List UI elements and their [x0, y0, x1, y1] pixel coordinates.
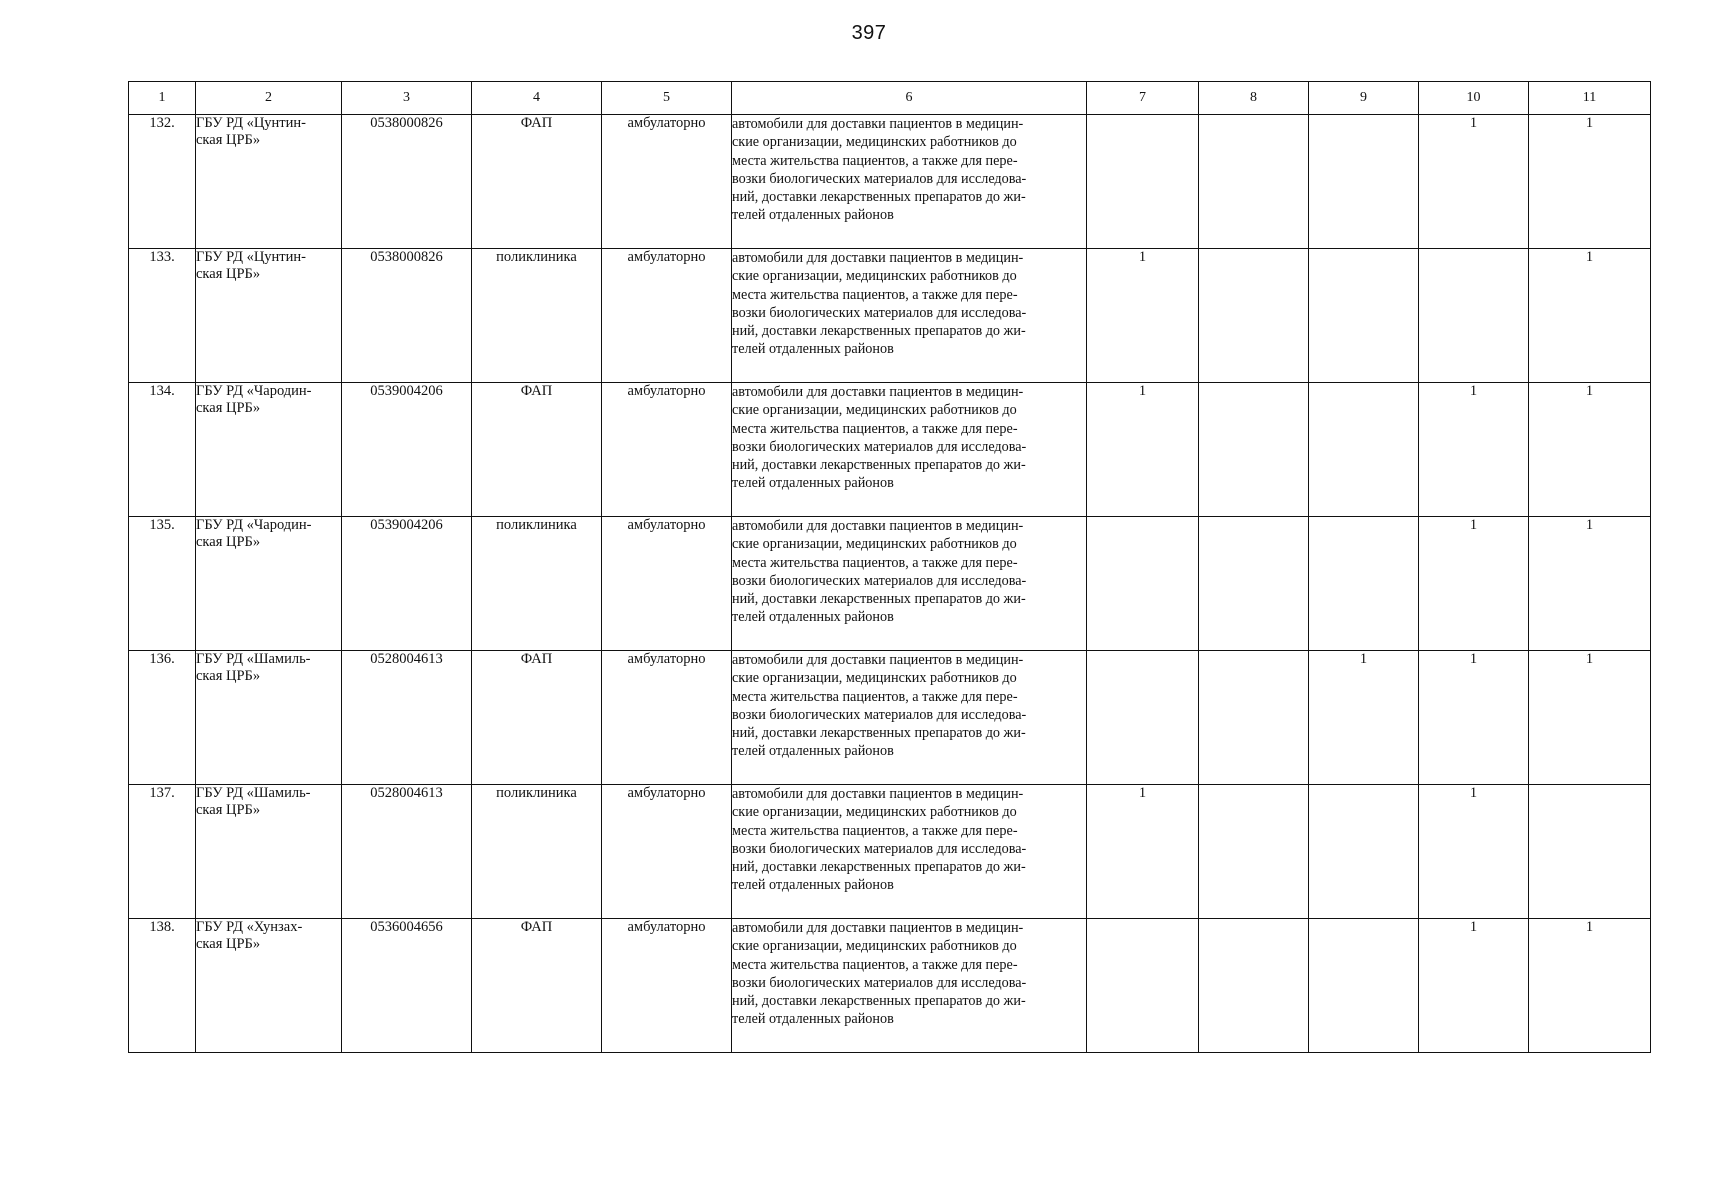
purpose-description-cell-line: автомобили для доставки пациентов в медицин- — [732, 116, 1024, 132]
purpose-description-cell-line: места жительства пациентов, а также для пере- — [732, 420, 1018, 437]
purpose-description-cell-line: места жительства пациентов, а также для пере- — [732, 286, 1018, 303]
purpose-description-cell-line: возки биологических материалов для исследова- — [732, 170, 1027, 187]
organization-cell — [196, 919, 342, 1053]
column-7-cell — [1087, 517, 1199, 651]
purpose-description-cell-line: ний, доставки лекарственных препаратов до жи- — [732, 591, 1026, 608]
column-11-cell: 1 — [1529, 115, 1651, 249]
column-8-cell — [1199, 115, 1309, 249]
purpose-description-cell-line: ний, доставки лекарственных препаратов до жи- — [732, 189, 1026, 206]
organization-cell-line: ская ЦРБ» — [196, 668, 261, 684]
purpose-description-cell-line: автомобили для доставки пациентов в медицин- — [732, 384, 1024, 400]
inn-code-cell: 0528004613 — [342, 651, 472, 785]
organization-cell — [196, 249, 342, 383]
organization-cell-line: ГБУ РД «Чародин- — [196, 383, 312, 399]
column-7-cell: 1 — [1087, 249, 1199, 383]
organization-cell-line: ГБУ РД «Шамиль- — [196, 785, 311, 801]
column-9-cell — [1309, 249, 1419, 383]
column-8-cell — [1199, 249, 1309, 383]
purpose-description-cell-line: возки биологических материалов для исследова- — [732, 974, 1027, 991]
column-10-cell: 1 — [1419, 785, 1529, 919]
column-9-cell — [1309, 785, 1419, 919]
facility-type-cell: поликлиника — [472, 785, 602, 919]
column-8-cell — [1199, 517, 1309, 651]
purpose-description-cell-line: возки биологических материалов для исследова- — [732, 572, 1027, 589]
purpose-description-cell-line: автомобили для доставки пациентов в медицин- — [732, 652, 1024, 668]
purpose-description-cell-line: возки биологических материалов для исследова- — [732, 706, 1027, 723]
purpose-description-cell-line: возки биологических материалов для исследова- — [732, 840, 1027, 857]
column-7-cell — [1087, 115, 1199, 249]
header-cell: 6 — [732, 82, 1087, 115]
organization-cell-line: ская ЦРБ» — [196, 266, 261, 282]
header-cell: 7 — [1087, 82, 1199, 115]
header-cell: 10 — [1419, 82, 1529, 115]
purpose-description-cell-line: автомобили для доставки пациентов в медицин- — [732, 250, 1024, 266]
purpose-description-cell-line: ские организации, медицинских работников до — [732, 268, 1017, 285]
row-number-cell: 133. — [129, 249, 196, 383]
care-condition-cell: амбулаторно — [602, 651, 732, 785]
column-11-cell: 1 — [1529, 383, 1651, 517]
purpose-description-cell-line: автомобили для доставки пациентов в медицин- — [732, 786, 1024, 802]
purpose-description-cell-line: ские организации, медицинских работников до — [732, 402, 1017, 419]
column-11-cell: 1 — [1529, 919, 1651, 1053]
purpose-description-cell-line: ний, доставки лекарственных препаратов до жи- — [732, 323, 1026, 340]
row-number-cell: 137. — [129, 785, 196, 919]
purpose-description-cell-line: автомобили для доставки пациентов в медицин- — [732, 518, 1024, 534]
purpose-description-cell-line: ские организации, медицинских работников до — [732, 134, 1017, 151]
row-number-cell: 138. — [129, 919, 196, 1053]
header-cell: 5 — [602, 82, 732, 115]
column-7-cell: 1 — [1087, 383, 1199, 517]
facility-type-cell: ФАП — [472, 651, 602, 785]
organization-cell — [196, 383, 342, 517]
inn-code-cell: 0539004206 — [342, 383, 472, 517]
column-7-cell — [1087, 651, 1199, 785]
header-cell: 11 — [1529, 82, 1651, 115]
care-condition-cell: амбулаторно — [602, 249, 732, 383]
table-row — [129, 383, 1651, 517]
purpose-description-cell-line: ские организации, медицинских работников до — [732, 670, 1017, 687]
column-8-cell — [1199, 383, 1309, 517]
column-11-cell: 1 — [1529, 651, 1651, 785]
column-11-cell: 1 — [1529, 249, 1651, 383]
purpose-description-cell-line: телей отдаленных районов — [732, 475, 894, 492]
care-condition-cell: амбулаторно — [602, 517, 732, 651]
organization-cell-line: ГБУ РД «Чародин- — [196, 517, 312, 533]
header-cell: 2 — [196, 82, 342, 115]
inn-code-cell: 0536004656 — [342, 919, 472, 1053]
row-number-cell: 132. — [129, 115, 196, 249]
column-10-cell: 1 — [1419, 517, 1529, 651]
organization-cell-line: ская ЦРБ» — [196, 534, 261, 550]
column-9-cell — [1309, 383, 1419, 517]
purpose-description-cell — [732, 115, 1087, 249]
inn-code-cell: 0528004613 — [342, 785, 472, 919]
organization-cell-line: ская ЦРБ» — [196, 936, 261, 952]
column-10-cell: 1 — [1419, 651, 1529, 785]
purpose-description-cell-line: места жительства пациентов, а также для пере- — [732, 152, 1018, 169]
column-9-cell — [1309, 517, 1419, 651]
table-row — [129, 517, 1651, 651]
facility-type-cell: поликлиника — [472, 517, 602, 651]
header-cell: 3 — [342, 82, 472, 115]
vehicles-table — [128, 81, 1651, 1053]
table-row — [129, 785, 1651, 919]
organization-cell-line: ГБУ РД «Шамиль- — [196, 651, 311, 667]
header-cell: 4 — [472, 82, 602, 115]
inn-code-cell: 0539004206 — [342, 517, 472, 651]
organization-cell — [196, 517, 342, 651]
purpose-description-cell-line: места жительства пациентов, а также для пере- — [732, 956, 1018, 973]
organization-cell — [196, 115, 342, 249]
purpose-description-cell — [732, 651, 1087, 785]
facility-type-cell: ФАП — [472, 115, 602, 249]
purpose-description-cell-line: возки биологических материалов для исследова- — [732, 438, 1027, 455]
purpose-description-cell-line: автомобили для доставки пациентов в медицин- — [732, 920, 1024, 936]
organization-cell — [196, 651, 342, 785]
purpose-description-cell-line: ний, доставки лекарственных препаратов до жи- — [732, 457, 1026, 474]
purpose-description-cell-line: ские организации, медицинских работников до — [732, 536, 1017, 553]
purpose-description-cell — [732, 517, 1087, 651]
inn-code-cell: 0538000826 — [342, 249, 472, 383]
purpose-description-cell-line: ские организации, медицинских работников до — [732, 804, 1017, 821]
purpose-description-cell-line: возки биологических материалов для исследова- — [732, 304, 1027, 321]
header-cell: 9 — [1309, 82, 1419, 115]
column-10-cell: 1 — [1419, 115, 1529, 249]
column-11-cell: 1 — [1529, 517, 1651, 651]
organization-cell-line: ГБУ РД «Цунтин- — [196, 115, 306, 131]
facility-type-cell: ФАП — [472, 383, 602, 517]
column-9-cell: 1 — [1309, 651, 1419, 785]
organization-cell-line: ская ЦРБ» — [196, 400, 261, 416]
column-9-cell — [1309, 919, 1419, 1053]
facility-type-cell: поликлиника — [472, 249, 602, 383]
column-10-cell — [1419, 249, 1529, 383]
purpose-description-cell-line: места жительства пациентов, а также для пере- — [732, 822, 1018, 839]
table-row — [129, 249, 1651, 383]
organization-cell-line: ГБУ РД «Хунзах- — [196, 919, 303, 935]
inn-code-cell: 0538000826 — [342, 115, 472, 249]
purpose-description-cell — [732, 919, 1087, 1053]
purpose-description-cell — [732, 785, 1087, 919]
care-condition-cell: амбулаторно — [602, 919, 732, 1053]
purpose-description-cell-line: ний, доставки лекарственных препаратов до жи- — [732, 859, 1026, 876]
purpose-description-cell-line: телей отдаленных районов — [732, 877, 894, 894]
row-number-cell: 135. — [129, 517, 196, 651]
column-7-cell: 1 — [1087, 785, 1199, 919]
facility-type-cell: ФАП — [472, 919, 602, 1053]
column-10-cell: 1 — [1419, 383, 1529, 517]
column-10-cell: 1 — [1419, 919, 1529, 1053]
column-11-cell — [1529, 785, 1651, 919]
purpose-description-cell-line: телей отдаленных районов — [732, 609, 894, 626]
table-row — [129, 651, 1651, 785]
purpose-description-cell-line: ний, доставки лекарственных препаратов до жи- — [732, 993, 1026, 1010]
purpose-description-cell — [732, 249, 1087, 383]
purpose-description-cell-line: телей отдаленных районов — [732, 1011, 894, 1028]
organization-cell-line: ская ЦРБ» — [196, 802, 261, 818]
purpose-description-cell-line: телей отдаленных районов — [732, 743, 894, 760]
row-number-cell: 134. — [129, 383, 196, 517]
purpose-description-cell-line: места жительства пациентов, а также для пере- — [732, 554, 1018, 571]
table-row — [129, 919, 1651, 1053]
column-8-cell — [1199, 785, 1309, 919]
organization-cell — [196, 785, 342, 919]
purpose-description-cell-line: ские организации, медицинских работников до — [732, 938, 1017, 955]
table-row — [129, 115, 1651, 249]
purpose-description-cell — [732, 383, 1087, 517]
column-8-cell — [1199, 919, 1309, 1053]
row-number-cell: 136. — [129, 651, 196, 785]
organization-cell-line: ская ЦРБ» — [196, 132, 261, 148]
care-condition-cell: амбулаторно — [602, 785, 732, 919]
purpose-description-cell-line: ний, доставки лекарственных препаратов до жи- — [732, 725, 1026, 742]
page-number: 397 — [851, 22, 887, 44]
care-condition-cell: амбулаторно — [602, 115, 732, 249]
purpose-description-cell-line: места жительства пациентов, а также для пере- — [732, 688, 1018, 705]
column-8-cell — [1199, 651, 1309, 785]
purpose-description-cell-line: телей отдаленных районов — [732, 341, 894, 358]
organization-cell-line: ГБУ РД «Цунтин- — [196, 249, 306, 265]
column-7-cell — [1087, 919, 1199, 1053]
header-cell: 8 — [1199, 82, 1309, 115]
header-cell: 1 — [129, 82, 196, 115]
header-row — [129, 82, 1651, 115]
purpose-description-cell-line: телей отдаленных районов — [732, 207, 894, 224]
care-condition-cell: амбулаторно — [602, 383, 732, 517]
column-9-cell — [1309, 115, 1419, 249]
